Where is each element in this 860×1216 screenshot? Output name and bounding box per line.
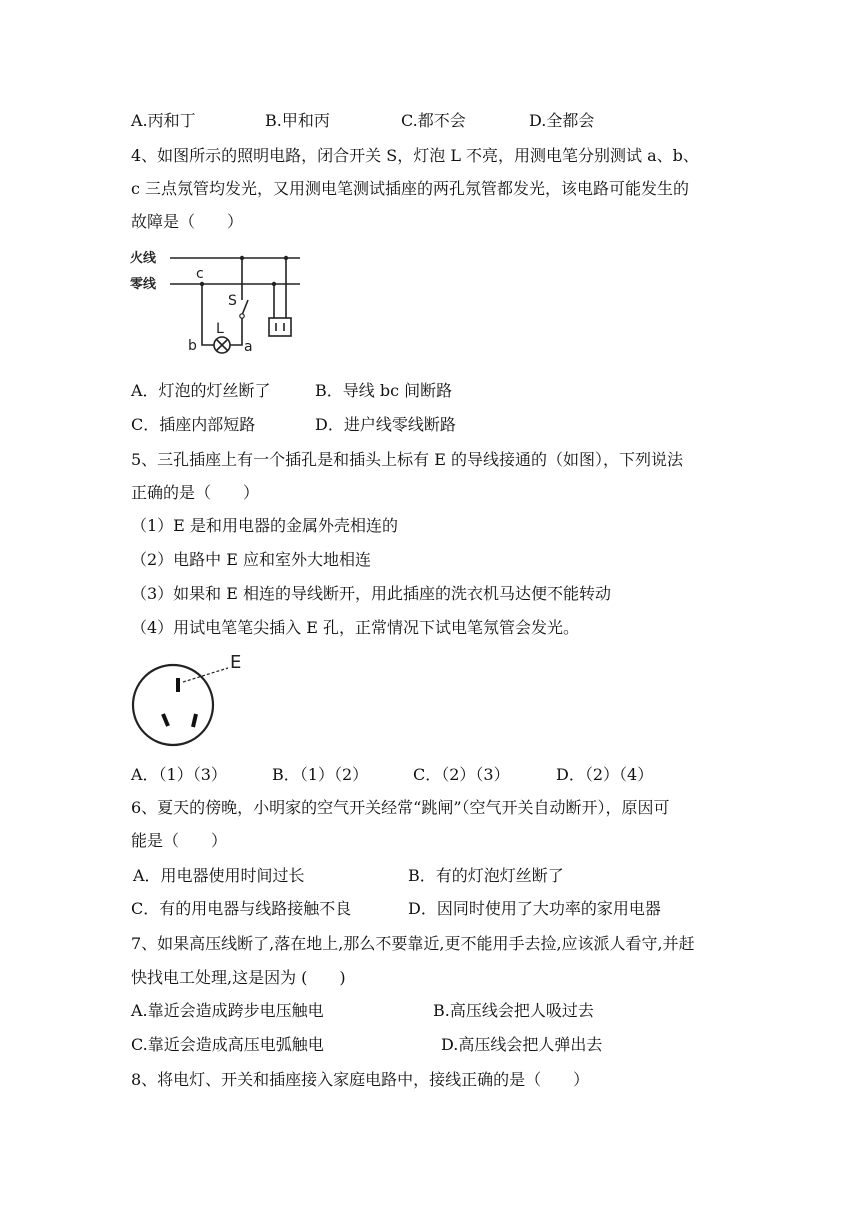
live-wire-label: 火线 bbox=[130, 251, 157, 266]
q5-stem-line-2: 正确的是（ ） bbox=[131, 483, 260, 502]
q5-option-d: D．（2）（4） bbox=[556, 765, 654, 784]
wire-lamp-to-a bbox=[230, 316, 242, 345]
socket-symbol bbox=[269, 318, 291, 336]
q5-option-a: A．（1）（3） bbox=[131, 765, 227, 784]
q7-option-c: C.靠近会造成高压电弧触电 bbox=[131, 1035, 324, 1054]
q3-option-d: D.全都会 bbox=[529, 111, 595, 130]
lamp-label: L bbox=[216, 321, 224, 337]
q5-statement-3: （3）如果和 E 相连的导线断开，用此插座的洗衣机马达便不能转动 bbox=[131, 584, 612, 603]
q7-stem-line-1: 7、如果高压线断了,落在地上,那么不要靠近,更不能用手去捡,应该派人看守,并赶 bbox=[131, 934, 695, 953]
left-hole bbox=[163, 714, 168, 726]
q6-stem-line-1: 6、夏天的傍晚，小明家的空气开关经常“跳闸”（空气开关自动断开），原因可 bbox=[131, 798, 670, 817]
right-hole bbox=[193, 714, 196, 727]
label-e: E bbox=[230, 652, 242, 673]
q8-stem-line-1: 8、将电灯、开关和插座接入家庭电路中，接线正确的是（ ） bbox=[131, 1070, 590, 1089]
point-a-label: a bbox=[244, 339, 253, 355]
switch-label: S bbox=[228, 293, 237, 309]
q6-option-d: D．因同时使用了大功率的家用电器 bbox=[408, 899, 661, 918]
point-c-label: c bbox=[196, 266, 204, 282]
q7-option-a: A.靠近会造成跨步电压触电 bbox=[131, 1001, 324, 1020]
q6-option-a: A．用电器使用时间过长 bbox=[133, 866, 305, 885]
junction-dot bbox=[240, 256, 244, 260]
q4-option-d: D．进户线零线断路 bbox=[315, 415, 456, 434]
junction-dot bbox=[284, 256, 288, 260]
junction-dot bbox=[200, 282, 204, 286]
q6-stem-line-2: 能是（ ） bbox=[131, 831, 228, 850]
q7-stem-line-2: 快找电工处理,这是因为 ( ) bbox=[131, 968, 346, 987]
q3-option-a: A.丙和丁 bbox=[131, 111, 196, 130]
q3-option-b: B.甲和丙 bbox=[265, 111, 330, 130]
q7-option-d: D.高压线会把人弹出去 bbox=[441, 1035, 603, 1054]
q4-option-c: C．插座内部短路 bbox=[131, 415, 256, 434]
q4-stem-line-2: c 三点氖管均发光，又用测电笔测试插座的两孔氖管都发光，该电路可能发生的 bbox=[131, 179, 690, 198]
q6-option-b: B．有的灯泡灯丝断了 bbox=[408, 866, 564, 885]
junction-dot bbox=[272, 282, 276, 286]
q4-option-a: A．灯泡的灯丝断了 bbox=[131, 381, 271, 400]
q7-option-b: B.高压线会把人吸过去 bbox=[433, 1001, 594, 1020]
switch-blade bbox=[242, 300, 248, 315]
q3-option-c: C.都不会 bbox=[401, 111, 466, 130]
three-pin-socket-diagram bbox=[130, 648, 260, 753]
q6-option-c: C．有的用电器与线路接触不良 bbox=[131, 899, 352, 918]
lighting-circuit-diagram bbox=[130, 240, 310, 360]
q4-option-b: B．导线 bc 间断路 bbox=[315, 381, 453, 400]
q5-option-c: C．（2）（3） bbox=[413, 765, 510, 784]
neutral-wire-label: 零线 bbox=[130, 277, 157, 292]
wire-c-to-b bbox=[202, 284, 214, 345]
socket-outline bbox=[133, 665, 213, 745]
q5-statement-4: （4）用试电笔笔尖插入 E 孔，正常情况下试电笔氖管会发光。 bbox=[131, 618, 580, 637]
q4-stem-line-1: 4、如图所示的照明电路，闭合开关 S，灯泡 L 不亮，用测电笔分别测试 a、b、 bbox=[131, 146, 699, 165]
switch-contact bbox=[240, 314, 244, 318]
q4-stem-line-3: 故障是（ ） bbox=[131, 212, 244, 231]
q5-stem-line-1: 5、三孔插座上有一个插孔是和插头上标有 E 的导线接通的（如图），下列说法 bbox=[131, 450, 684, 469]
q5-statement-2: （2）电路中 E 应和室外大地相连 bbox=[131, 550, 372, 569]
q5-option-b: B．（1）（2） bbox=[272, 765, 369, 784]
q5-statement-1: （1）E 是和用电器的金属外壳相连的 bbox=[131, 516, 398, 535]
point-b-label: b bbox=[188, 338, 197, 354]
